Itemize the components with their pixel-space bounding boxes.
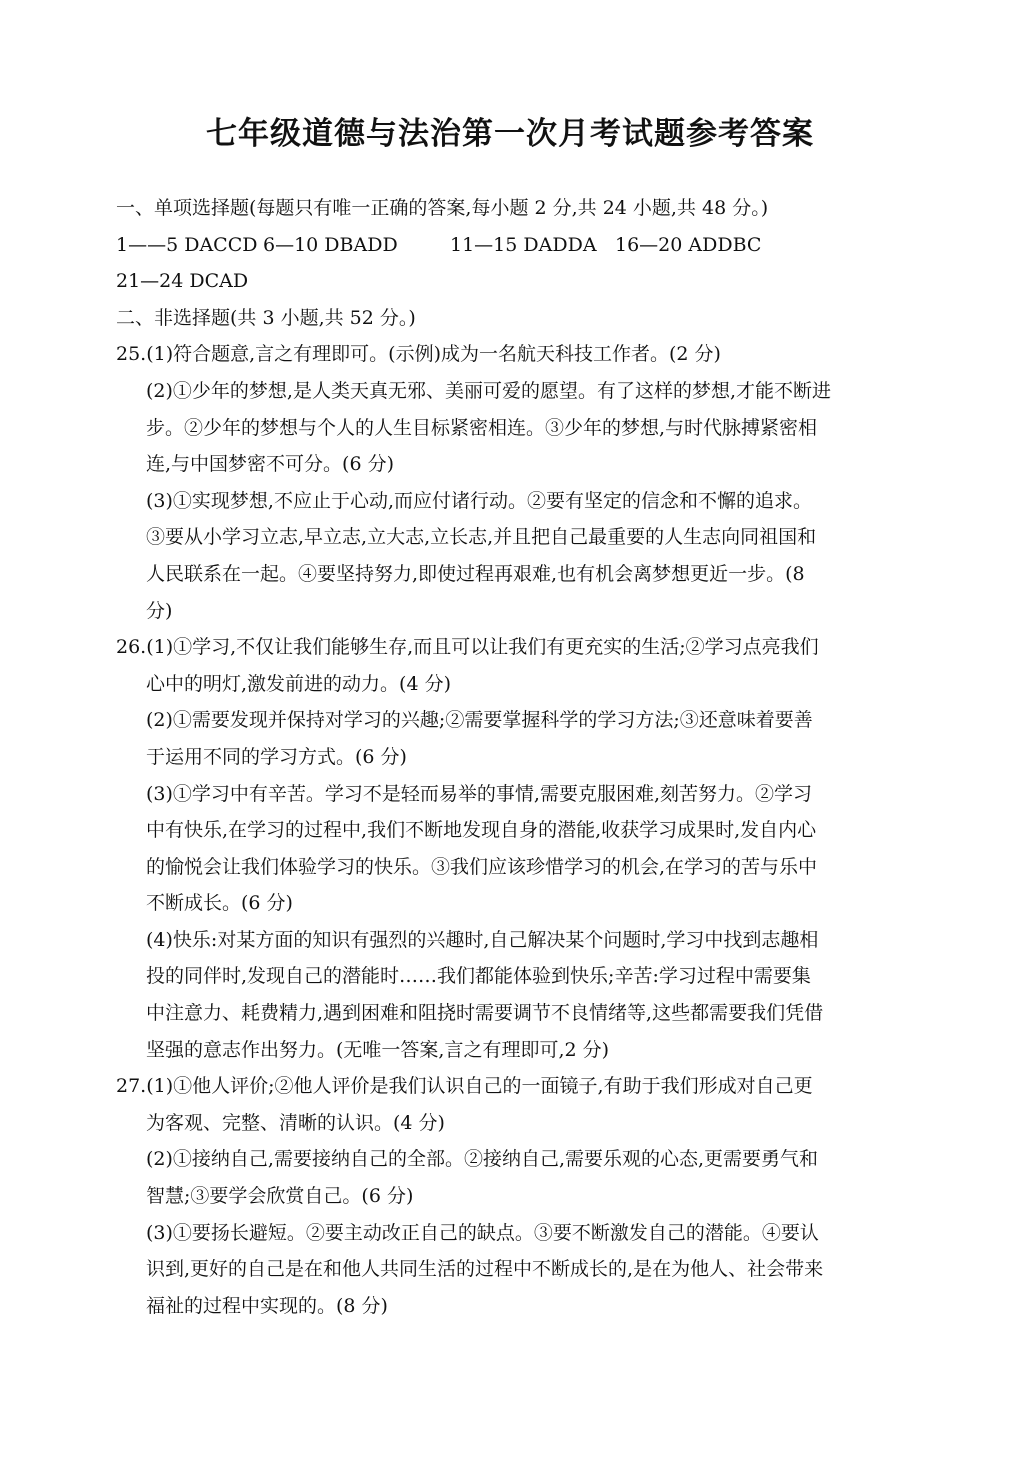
- q27-line: 智慧;③要学会欣赏自己。(6 分): [146, 1185, 414, 1208]
- q25-line: (2)①少年的梦想,是人类天真无邪、美丽可爱的愿望。有了这样的梦想,才能不断进: [146, 379, 831, 402]
- question-26: [116, 629, 912, 1068]
- choice-answers-6-10: 6—10 DBADD: [263, 233, 398, 256]
- q26-line: 中有快乐,在学习的过程中,我们不断地发现自身的潜能,收获学习成果时,发自内心: [146, 819, 817, 842]
- choice-answers-11-15: 11—15 DADDA: [450, 233, 597, 256]
- choice-answers-row-1: [116, 227, 912, 264]
- q26-line: 于运用不同的学习方式。(6 分): [146, 745, 407, 768]
- q25-line: 分): [146, 599, 173, 622]
- q27-line: 福祉的过程中实现的。(8 分): [146, 1294, 388, 1317]
- q27-line: 识到,更好的自己是在和他人共同生活的过程中不断成长的,是在为他人、社会带来: [146, 1258, 824, 1281]
- answer-content: [116, 190, 912, 1324]
- q27-line: (3)①要扬长避短。②要主动改正自己的缺点。③要不断激发自己的潜能。④要认: [146, 1221, 819, 1244]
- q26-line: 26.(1)①学习,不仅让我们能够生存,而且可以让我们有更充实的生活;②学习点亮我们: [116, 636, 819, 659]
- q27-line: 27.(1)①他人评价;②他人评价是我们认识自己的一面镜子,有助于我们形成对自己更: [116, 1075, 813, 1098]
- q27-line: 为客观、完整、清晰的认识。(4 分): [146, 1111, 445, 1134]
- choice-answers-1-5: 1——5 DACCD: [116, 233, 258, 256]
- q25-line: (3)①实现梦想,不应止于心动,而应付诸行动。②要有坚定的信念和不懈的追求。: [146, 489, 812, 512]
- question-27: [116, 1068, 912, 1324]
- q25-line: 25.(1)符合题意,言之有理即可。(示例)成为一名航天科技工作者。(2 分): [116, 343, 721, 366]
- q26-line: (2)①需要发现并保持对学习的兴趣;②需要掌握科学的学习方法;③还意味着要善: [146, 709, 813, 732]
- q26-line: 中注意力、耗费精力,遇到困难和阻挠时需要调节不良情绪等,这些都需要我们凭借: [146, 1002, 824, 1025]
- q25-line: ③要从小学习立志,早立志,立大志,立长志,并且把自己最重要的人生志向同祖国和: [146, 526, 817, 549]
- q26-line: (4)快乐:对某方面的知识有强烈的兴趣时,自己解决某个问题时,学习中找到志趣相: [146, 928, 819, 951]
- q26-line: 投的同伴时,发现自己的潜能时……我们都能体验到快乐;辛苦:学习过程中需要集: [146, 965, 811, 988]
- q26-line: (3)①学习中有辛苦。学习不是轻而易举的事情,需要克服困难,刻苦努力。②学习: [146, 782, 812, 805]
- q26-line: 不断成长。(6 分): [146, 892, 293, 915]
- q26-line: 坚强的意志作出努力。(无唯一答案,言之有理即可,2 分): [146, 1038, 610, 1061]
- choice-answers-16-20: 16—20 ADDBC: [615, 233, 762, 256]
- section1-heading: 一、单项选择题(每题只有唯一正确的答案,每小题 2 分,共 24 小题,共 48 分。): [116, 197, 769, 219]
- q25-line: 连,与中国梦密不可分。(6 分): [146, 453, 394, 476]
- q25-line: 人民联系在一起。④要坚持努力,即使过程再艰难,也有机会离梦想更近一步。(8: [146, 562, 805, 585]
- question-25: [116, 336, 912, 629]
- choice-answers-21-24: 21—24 DCAD: [116, 270, 249, 293]
- q26-line: 的愉悦会让我们体验学习的快乐。③我们应该珍惜学习的机会,在学习的苦与乐中: [146, 855, 818, 878]
- section2-heading: 二、非选择题(共 3 小题,共 52 分。): [116, 306, 416, 329]
- page-title: 七年级道德与法治第一次月考试题参考答案: [206, 116, 814, 152]
- q25-line: 步。②少年的梦想与个人的人生目标紧密相连。③少年的梦想,与时代脉搏紧密相: [146, 416, 818, 439]
- q26-line: 心中的明灯,激发前进的动力。(4 分): [146, 672, 451, 695]
- q27-line: (2)①接纳自己,需要接纳自己的全部。②接纳自己,需要乐观的心态,更需要勇气和: [146, 1148, 819, 1171]
